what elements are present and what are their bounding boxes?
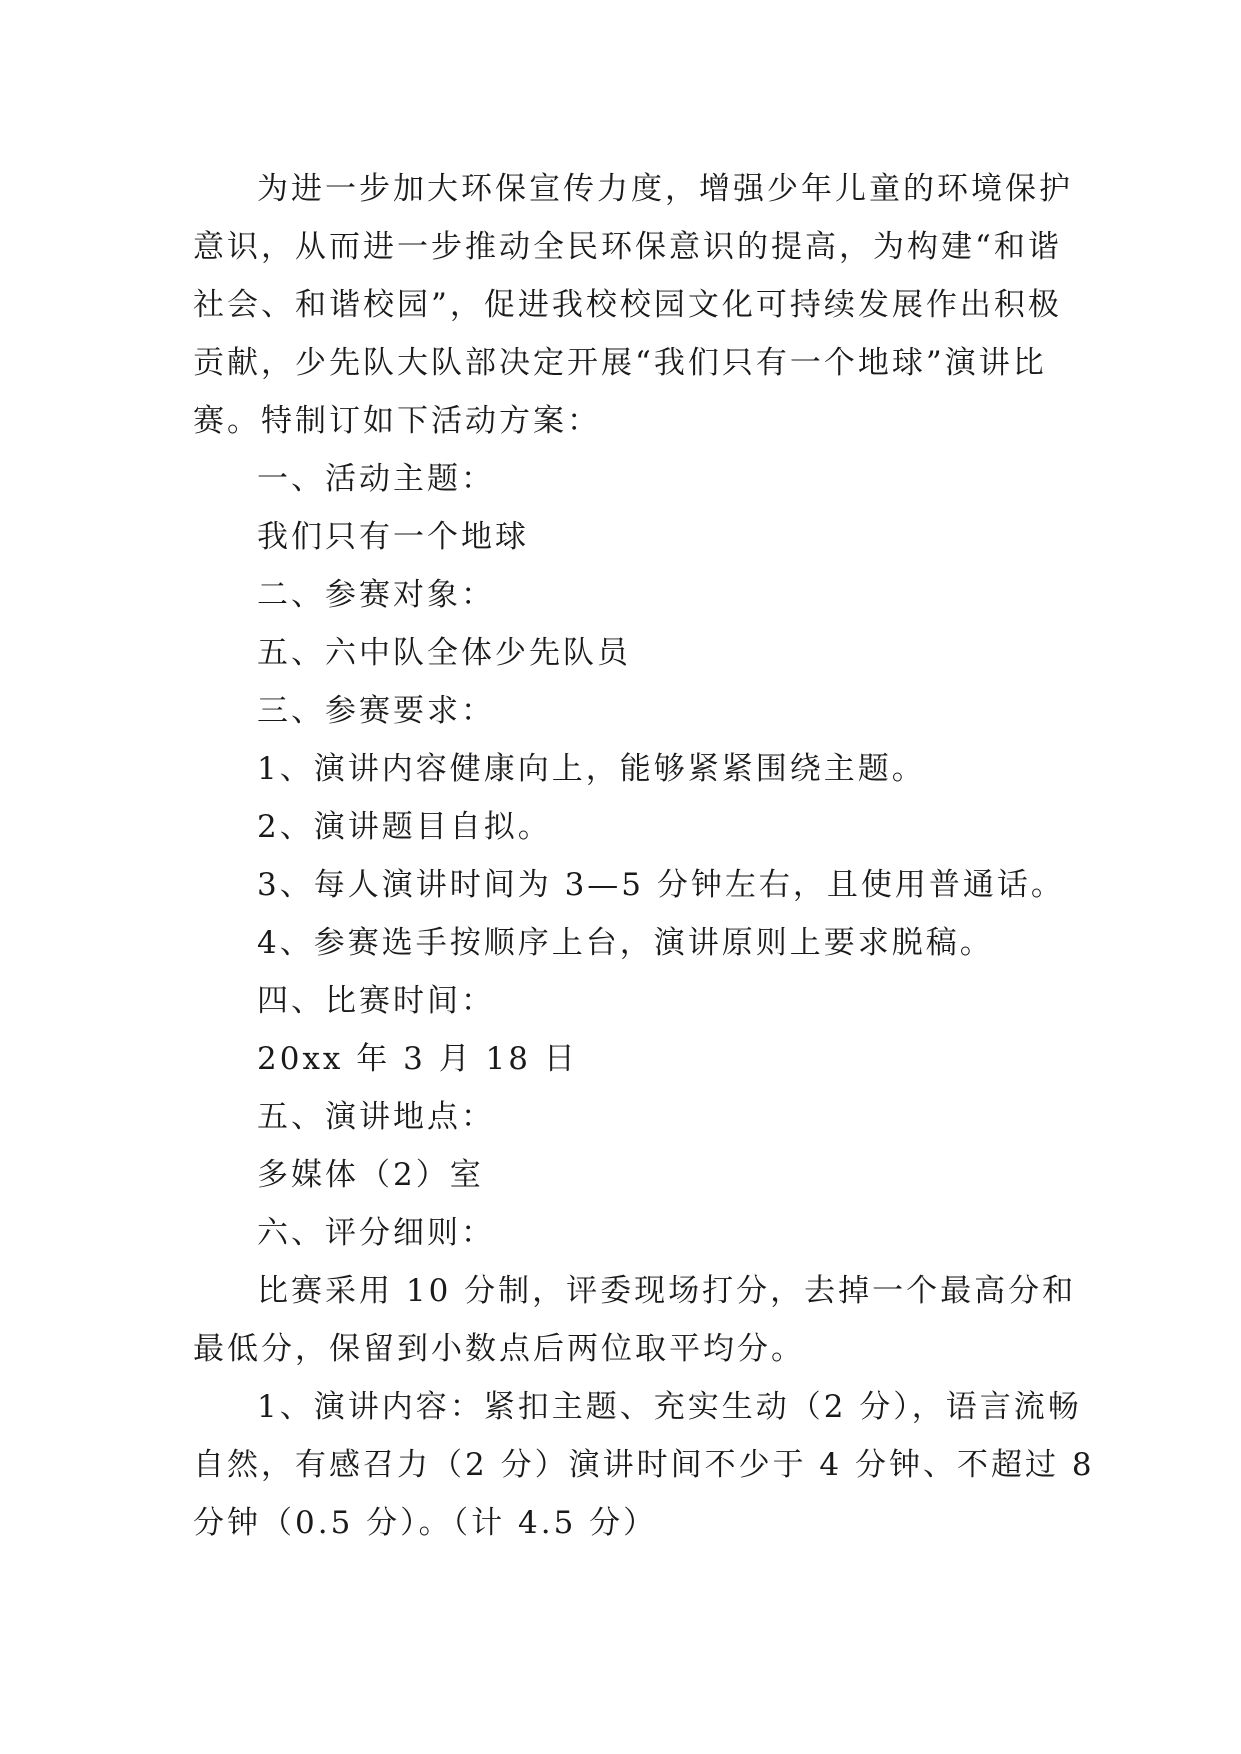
scoring-paragraph-line-1: 比赛采用 10 分制，评委现场打分，去掉一个最高分和 — [257, 1273, 1077, 1309]
section-heading-scoring: 六、评分细则： — [257, 1215, 495, 1251]
requirement-item-2: 2、演讲题目自拟。 — [257, 809, 552, 845]
paragraph-intro-line-2: 意识，从而进一步推动全民环保意识的提高，为构建“和谐 — [193, 229, 1062, 265]
scoring-item-1-line-1: 1、演讲内容：紧扣主题、充实生动（2 分），语言流畅 — [257, 1389, 1082, 1425]
section-heading-participants: 二、参赛对象： — [257, 577, 495, 613]
document-body — [193, 160, 1095, 1552]
requirement-item-4: 4、参赛选手按顺序上台，演讲原则上要求脱稿。 — [257, 925, 994, 961]
paragraph-intro-line-5: 赛。特制订如下活动方案： — [193, 403, 601, 439]
section-heading-theme: 一、活动主题： — [257, 461, 495, 497]
participants-text: 五、六中队全体少先队员 — [257, 635, 631, 671]
requirement-item-3: 3、每人演讲时间为 3—5 分钟左右，且使用普通话。 — [257, 867, 1065, 903]
section-heading-requirements: 三、参赛要求： — [257, 693, 495, 729]
paragraph-intro-line-1: 为进一步加大环保宣传力度，增强少年儿童的环境保护 — [257, 171, 1073, 207]
time-text: 20xx 年 3 月 18 日 — [257, 1041, 578, 1077]
section-heading-time: 四、比赛时间： — [257, 983, 495, 1019]
scoring-item-1-line-3: 分钟（0.5 分）。（计 4.5 分） — [193, 1505, 658, 1541]
scoring-item-1-line-2: 自然，有感召力（2 分）演讲时间不少于 4 分钟、不超过 8 — [193, 1447, 1095, 1483]
paragraph-intro-line-4: 贡献，少先队大队部决定开展“我们只有一个地球”演讲比 — [193, 345, 1047, 381]
paragraph-intro-line-3: 社会、和谐校园”，促进我校校园文化可持续发展作出积极 — [193, 287, 1062, 323]
requirement-item-1: 1、演讲内容健康向上，能够紧紧围绕主题。 — [257, 751, 926, 787]
theme-text: 我们只有一个地球 — [257, 519, 529, 555]
location-text: 多媒体（2）室 — [257, 1157, 484, 1193]
section-heading-location: 五、演讲地点： — [257, 1099, 495, 1135]
scoring-paragraph-line-2: 最低分，保留到小数点后两位取平均分。 — [193, 1331, 805, 1367]
